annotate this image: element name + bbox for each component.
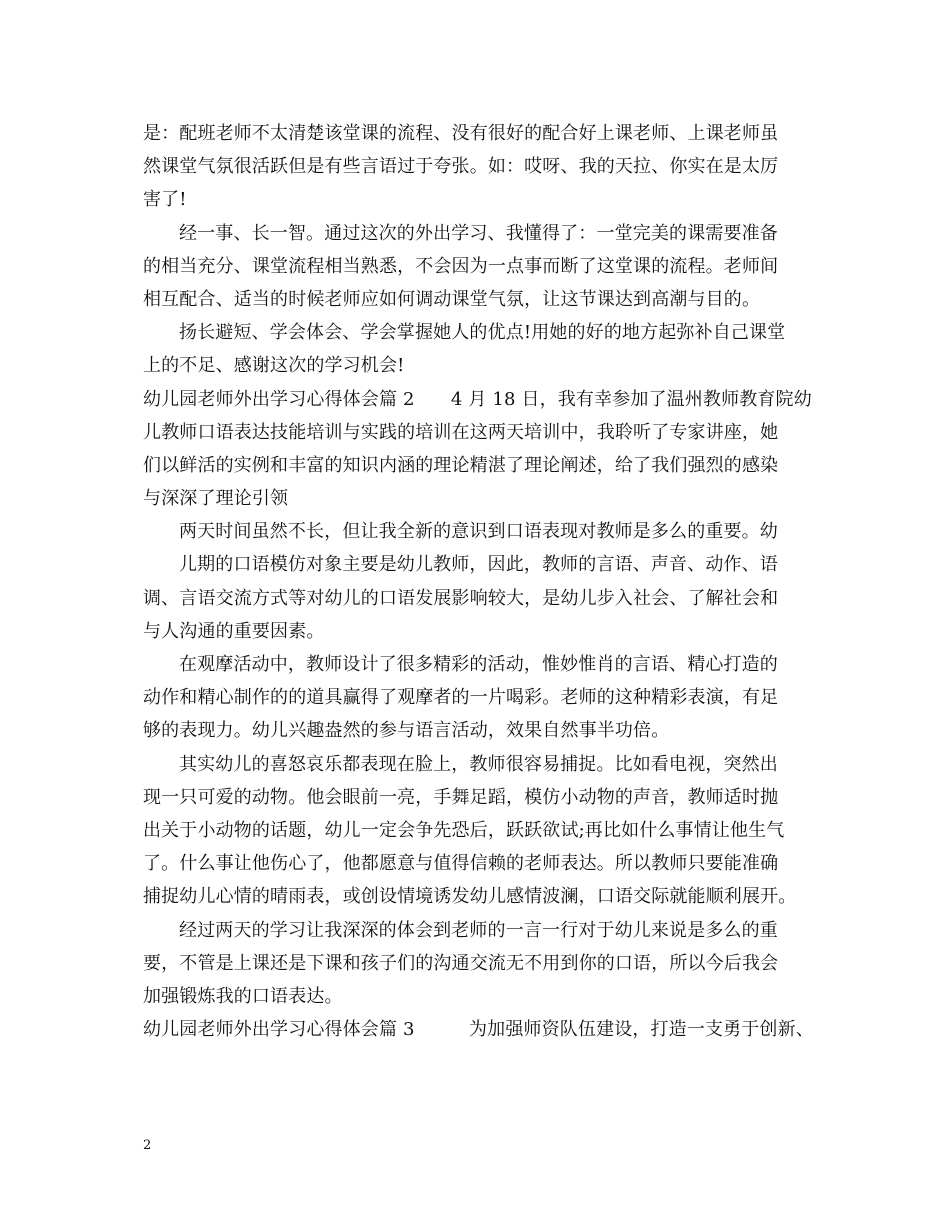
text-line: 与人沟通的重要因素。 [143, 620, 325, 642]
text-line: 然课堂气氛很活跃但是有些言语过于夸张。如：哎呀、我的天拉、你实在是太厉 [143, 156, 779, 178]
text-line: 捕捉幼儿心情的晴雨表，或创设情境诱发幼儿感情波澜，口语交际就能顺利展开。 [143, 886, 797, 908]
text-line: 害了! [143, 189, 187, 211]
text-line: 上的不足、感谢这次的学习机会! [143, 355, 405, 377]
text-line: 调、言语交流方式等对幼儿的口语发展影响较大，是幼儿步入社会、了解社会和 [143, 587, 779, 609]
text-line: 是：配班老师不太清楚该堂课的流程、没有很好的配合好上课老师、上课老师虽 [143, 123, 779, 144]
text-line: 幼儿园老师外出学习心得体会篇 2 4 月 18 日，我有幸参加了温州教师教育院幼 [143, 388, 812, 410]
document-body [143, 117, 813, 1046]
text-line: 要，不管是上课还是下课和孩子们的沟通交流无不用到你的口语，所以今后我会 [143, 952, 779, 974]
text-line: 扬长避短、学会体会、学会掌握她人的优点!用她的好的地方起弥补自己课堂 [179, 322, 786, 344]
text-line: 的相当充分、课堂流程相当熟悉，不会因为一点事而断了这堂课的流程。老师间 [143, 255, 779, 277]
page-number: 2 [143, 1138, 152, 1153]
text-line: 经一事、长一智。通过这次的外出学习、我懂得了：一堂完美的课需要准备 [179, 222, 778, 244]
text-line: 两天时间虽然不长，但让我全新的意识到口语表现对教师是多么的重要。幼 [179, 521, 778, 543]
text-line: 够的表现力。幼儿兴趣盎然的参与语言活动，效果自然事半功倍。 [143, 720, 670, 742]
text-line: 动作和精心制作的的道具赢得了观摩者的一片喝彩。老师的这种精彩表演，有足 [143, 687, 779, 709]
text-line: 加强锻炼我的口语表达。 [143, 985, 343, 1007]
text-line: 了。什么事让他伤心了，他都愿意与值得信赖的老师表达。所以教师只要能准确 [143, 853, 779, 875]
text-line: 现一只可爱的动物。他会眼前一亮，手舞足蹈，模仿小动物的声音，教师适时抛 [143, 786, 779, 808]
text-line: 与深深了理论引领 [143, 488, 289, 510]
text-line: 们以鲜活的实例和丰富的知识内涵的理论精湛了理论阐述，给了我们强烈的感染 [143, 454, 779, 476]
text-line: 儿期的口语模仿对象主要是幼儿教师，因此，教师的言语、声音、动作、语 [179, 554, 778, 576]
text-line: 在观摩活动中，教师设计了很多精彩的活动，惟妙惟肖的言语、精心打造的 [179, 654, 778, 675]
text-line: 出关于小动物的话题，幼儿一定会争先恐后，跃跃欲试;再比如什么事情让他生气 [143, 819, 785, 841]
text-line: 幼儿园老师外出学习心得体会篇 3 为加强师资队伍建设，打造一支勇于创新、 [143, 1019, 814, 1041]
text-line: 经过两天的学习让我深深的体会到老师的一言一行对于幼儿来说是多么的重 [179, 919, 778, 941]
text-line: 相互配合、适当的时候老师应如何调动课堂气氛，让这节课达到高潮与目的。 [143, 288, 761, 310]
text-line: 儿教师口语表达技能培训与实践的培训在这两天培训中，我聆听了专家讲座，她 [143, 421, 779, 443]
text-line: 其实幼儿的喜怒哀乐都表现在脸上，教师很容易捕捉。比如看电视，突然出 [179, 753, 778, 775]
